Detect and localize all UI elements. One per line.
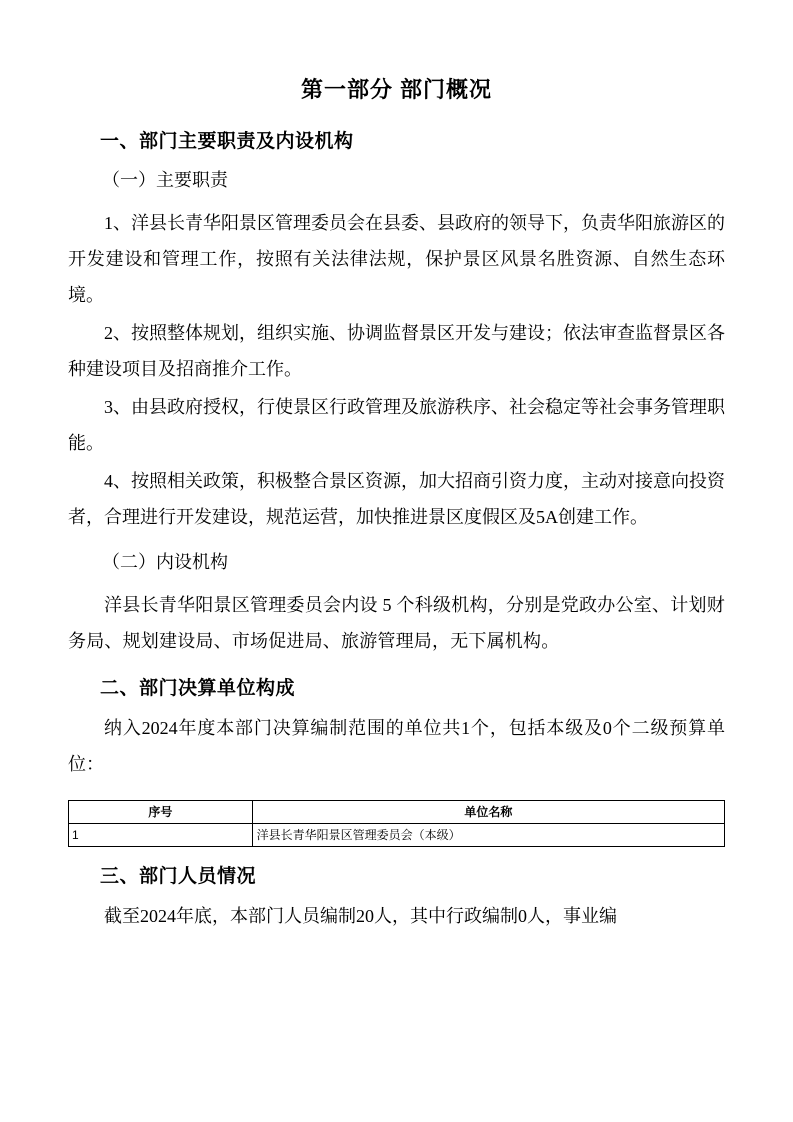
paragraph-unit-composition: 纳入2024年度本部门决算编制范围的单位共1个，包括本级及0个二级预算单位： <box>68 718 725 775</box>
unit-table <box>68 800 725 847</box>
table-header-seq: 序号 <box>69 801 253 824</box>
table-row <box>69 824 725 847</box>
paragraph-personnel: 截至2024年底，本部门人员编制20人，其中行政编制0人，事业编 <box>104 906 617 927</box>
section-heading-3: 三、部门人员情况 <box>100 866 257 888</box>
table-header-unit-name: 单位名称 <box>252 801 724 824</box>
paragraph-duty-1: 1、洋县长青华阳景区管理委员会在县委、县政府的领导下，负责华阳旅游区的开发建设和管理工作，按照有关法律法规，保护景区风景名胜资源、自然生态环境。 <box>68 213 725 306</box>
paragraph-internal-bodies: 洋县长青华阳景区管理委员会内设 5 个科级机构，分别是党政办公室、计划财务局、规划建设局、市场促进局、旅游管理局，无下属机构。 <box>68 595 725 652</box>
unit-table-wrapper <box>68 800 725 847</box>
table-cell-unit-name: 洋县长青华阳景区管理委员会（本级） <box>252 824 724 847</box>
table-cell-seq: 1 <box>69 824 253 847</box>
subsection-heading-1-2: （二）内设机构 <box>102 552 228 573</box>
paragraph-duty-4: 4、按照相关政策，积极整合景区资源，加大招商引资力度，主动对接意向投资者，合理进行开发建设，规范运营，加快推进景区度假区及5A创建工作。 <box>68 471 725 528</box>
page-title: 第一部分 部门概况 <box>300 77 493 102</box>
section-heading-2: 二、部门决算单位构成 <box>100 678 296 700</box>
table-header-row <box>69 801 725 824</box>
paragraph-duty-2: 2、按照整体规划，组织实施、协调监督景区开发与建设；依法审查监督景区各种建设项目及招商推介工作。 <box>68 323 725 380</box>
paragraph-duty-3: 3、由县政府授权，行使景区行政管理及旅游秩序、社会稳定等社会事务管理职能。 <box>68 397 725 454</box>
section-heading-1: 一、部门主要职责及内设机构 <box>100 131 354 152</box>
subsection-heading-1-1: （一）主要职责 <box>102 170 228 190</box>
